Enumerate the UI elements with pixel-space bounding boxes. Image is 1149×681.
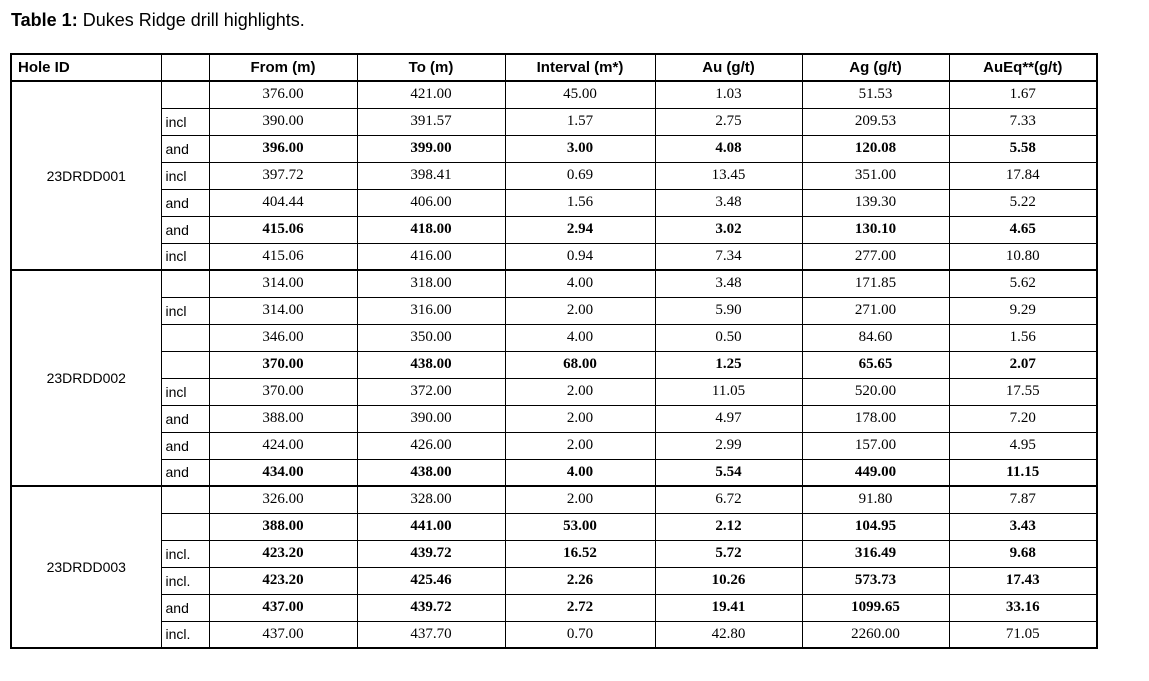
- cell-interval: 45.00: [505, 81, 655, 108]
- column-header-au: Au (g/t): [655, 54, 802, 81]
- cell-from: 396.00: [209, 135, 357, 162]
- cell-from: 424.00: [209, 432, 357, 459]
- cell-qual: incl: [161, 108, 209, 135]
- cell-from: 346.00: [209, 324, 357, 351]
- cell-from: 314.00: [209, 297, 357, 324]
- cell-interval: 0.69: [505, 162, 655, 189]
- cell-from: 370.00: [209, 351, 357, 378]
- cell-au: 3.48: [655, 189, 802, 216]
- header-row: [11, 54, 1097, 81]
- cell-aueq: 1.56: [949, 324, 1097, 351]
- cell-aueq: 17.43: [949, 567, 1097, 594]
- table-row: [11, 540, 1097, 567]
- cell-aueq: 7.33: [949, 108, 1097, 135]
- cell-au: 5.90: [655, 297, 802, 324]
- cell-qual: and: [161, 189, 209, 216]
- cell-qual: [161, 351, 209, 378]
- cell-from: 434.00: [209, 459, 357, 486]
- drill-highlights-table: [10, 53, 1098, 649]
- table-row: [11, 81, 1097, 108]
- cell-to: 441.00: [357, 513, 505, 540]
- cell-interval: 0.70: [505, 621, 655, 648]
- cell-qual: [161, 81, 209, 108]
- cell-qual: incl: [161, 243, 209, 270]
- cell-to: 372.00: [357, 378, 505, 405]
- table-row: [11, 459, 1097, 486]
- column-header-aueq: AuEq**(g/t): [949, 54, 1097, 81]
- cell-qual: incl: [161, 162, 209, 189]
- cell-from: 314.00: [209, 270, 357, 297]
- cell-from: 404.44: [209, 189, 357, 216]
- cell-interval: 68.00: [505, 351, 655, 378]
- cell-aueq: 10.80: [949, 243, 1097, 270]
- cell-ag: 573.73: [802, 567, 949, 594]
- cell-aueq: 71.05: [949, 621, 1097, 648]
- cell-au: 2.75: [655, 108, 802, 135]
- table-row: [11, 270, 1097, 297]
- cell-to: 316.00: [357, 297, 505, 324]
- column-header-hole-id: Hole ID: [11, 54, 161, 81]
- cell-qual: incl.: [161, 621, 209, 648]
- table-row: [11, 324, 1097, 351]
- cell-ag: 449.00: [802, 459, 949, 486]
- cell-ag: 104.95: [802, 513, 949, 540]
- cell-interval: 53.00: [505, 513, 655, 540]
- table-row: [11, 135, 1097, 162]
- cell-from: 415.06: [209, 216, 357, 243]
- cell-au: 5.72: [655, 540, 802, 567]
- cell-hole-id: 23DRDD003: [11, 486, 161, 648]
- cell-aueq: 17.55: [949, 378, 1097, 405]
- table-row: [11, 108, 1097, 135]
- cell-interval: 2.00: [505, 378, 655, 405]
- cell-qual: incl.: [161, 567, 209, 594]
- cell-au: 42.80: [655, 621, 802, 648]
- cell-ag: 351.00: [802, 162, 949, 189]
- cell-qual: incl: [161, 297, 209, 324]
- table-row: [11, 216, 1097, 243]
- cell-qual: and: [161, 405, 209, 432]
- cell-interval: 2.72: [505, 594, 655, 621]
- table-row: [11, 162, 1097, 189]
- cell-ag: 51.53: [802, 81, 949, 108]
- cell-from: 390.00: [209, 108, 357, 135]
- table-row: [11, 432, 1097, 459]
- cell-to: 399.00: [357, 135, 505, 162]
- cell-from: 370.00: [209, 378, 357, 405]
- cell-qual: and: [161, 216, 209, 243]
- cell-ag: 120.08: [802, 135, 949, 162]
- cell-from: 415.06: [209, 243, 357, 270]
- cell-from: 437.00: [209, 594, 357, 621]
- cell-aueq: 5.22: [949, 189, 1097, 216]
- cell-ag: 91.80: [802, 486, 949, 513]
- cell-to: 438.00: [357, 351, 505, 378]
- table-row: [11, 513, 1097, 540]
- cell-interval: 3.00: [505, 135, 655, 162]
- cell-interval: 0.94: [505, 243, 655, 270]
- cell-from: 376.00: [209, 81, 357, 108]
- table-row: [11, 567, 1097, 594]
- cell-au: 5.54: [655, 459, 802, 486]
- cell-qual: [161, 324, 209, 351]
- cell-ag: 130.10: [802, 216, 949, 243]
- cell-interval: 4.00: [505, 324, 655, 351]
- cell-au: 6.72: [655, 486, 802, 513]
- cell-qual: [161, 513, 209, 540]
- table-row: [11, 378, 1097, 405]
- column-header-from: From (m): [209, 54, 357, 81]
- table-row: [11, 594, 1097, 621]
- cell-aueq: 4.65: [949, 216, 1097, 243]
- cell-ag: 139.30: [802, 189, 949, 216]
- cell-from: 437.00: [209, 621, 357, 648]
- cell-ag: 316.49: [802, 540, 949, 567]
- cell-au: 3.48: [655, 270, 802, 297]
- cell-au: 4.97: [655, 405, 802, 432]
- cell-interval: 2.00: [505, 432, 655, 459]
- cell-to: 328.00: [357, 486, 505, 513]
- cell-ag: 2260.00: [802, 621, 949, 648]
- cell-interval: 2.94: [505, 216, 655, 243]
- table-caption-text: Dukes Ridge drill highlights.: [77, 10, 305, 30]
- cell-to: 437.70: [357, 621, 505, 648]
- cell-to: 438.00: [357, 459, 505, 486]
- cell-qual: incl.: [161, 540, 209, 567]
- column-header-qualifier: [161, 54, 209, 81]
- cell-ag: 84.60: [802, 324, 949, 351]
- cell-aueq: 3.43: [949, 513, 1097, 540]
- table-caption: [11, 8, 1149, 32]
- cell-interval: 1.57: [505, 108, 655, 135]
- cell-from: 326.00: [209, 486, 357, 513]
- cell-au: 4.08: [655, 135, 802, 162]
- cell-au: 11.05: [655, 378, 802, 405]
- cell-ag: 65.65: [802, 351, 949, 378]
- cell-interval: 2.00: [505, 486, 655, 513]
- cell-qual: and: [161, 135, 209, 162]
- cell-au: 0.50: [655, 324, 802, 351]
- cell-hole-id: 23DRDD002: [11, 270, 161, 486]
- cell-hole-id: 23DRDD001: [11, 81, 161, 270]
- cell-interval: 2.26: [505, 567, 655, 594]
- cell-ag: 520.00: [802, 378, 949, 405]
- cell-au: 7.34: [655, 243, 802, 270]
- column-header-ag: Ag (g/t): [802, 54, 949, 81]
- cell-aueq: 9.68: [949, 540, 1097, 567]
- cell-aueq: 5.62: [949, 270, 1097, 297]
- cell-ag: 171.85: [802, 270, 949, 297]
- cell-interval: 4.00: [505, 270, 655, 297]
- cell-from: 388.00: [209, 513, 357, 540]
- cell-au: 1.25: [655, 351, 802, 378]
- cell-aueq: 1.67: [949, 81, 1097, 108]
- cell-qual: and: [161, 432, 209, 459]
- cell-to: 391.57: [357, 108, 505, 135]
- cell-to: 390.00: [357, 405, 505, 432]
- cell-aueq: 2.07: [949, 351, 1097, 378]
- cell-to: 421.00: [357, 81, 505, 108]
- cell-to: 350.00: [357, 324, 505, 351]
- table-row: [11, 486, 1097, 513]
- cell-qual: [161, 486, 209, 513]
- cell-interval: 2.00: [505, 297, 655, 324]
- cell-aueq: 33.16: [949, 594, 1097, 621]
- table-row: [11, 243, 1097, 270]
- cell-to: 418.00: [357, 216, 505, 243]
- cell-interval: 16.52: [505, 540, 655, 567]
- cell-aueq: 7.20: [949, 405, 1097, 432]
- cell-au: 10.26: [655, 567, 802, 594]
- table-row: [11, 189, 1097, 216]
- table-row: [11, 405, 1097, 432]
- cell-to: 439.72: [357, 540, 505, 567]
- cell-qual: [161, 270, 209, 297]
- cell-aueq: 11.15: [949, 459, 1097, 486]
- cell-to: 416.00: [357, 243, 505, 270]
- cell-interval: 1.56: [505, 189, 655, 216]
- table-row: [11, 351, 1097, 378]
- cell-to: 318.00: [357, 270, 505, 297]
- cell-from: 423.20: [209, 540, 357, 567]
- cell-to: 425.46: [357, 567, 505, 594]
- cell-au: 13.45: [655, 162, 802, 189]
- cell-interval: 2.00: [505, 405, 655, 432]
- cell-interval: 4.00: [505, 459, 655, 486]
- cell-ag: 271.00: [802, 297, 949, 324]
- cell-to: 439.72: [357, 594, 505, 621]
- cell-from: 423.20: [209, 567, 357, 594]
- table-caption-label: Table 1:: [11, 10, 78, 30]
- cell-from: 388.00: [209, 405, 357, 432]
- cell-au: 2.99: [655, 432, 802, 459]
- cell-au: 3.02: [655, 216, 802, 243]
- cell-aueq: 17.84: [949, 162, 1097, 189]
- cell-aueq: 4.95: [949, 432, 1097, 459]
- cell-ag: 209.53: [802, 108, 949, 135]
- cell-aueq: 5.58: [949, 135, 1097, 162]
- cell-to: 426.00: [357, 432, 505, 459]
- cell-ag: 157.00: [802, 432, 949, 459]
- cell-au: 1.03: [655, 81, 802, 108]
- cell-qual: and: [161, 594, 209, 621]
- cell-to: 406.00: [357, 189, 505, 216]
- cell-to: 398.41: [357, 162, 505, 189]
- table-row: [11, 297, 1097, 324]
- cell-ag: 178.00: [802, 405, 949, 432]
- cell-from: 397.72: [209, 162, 357, 189]
- table-row: [11, 621, 1097, 648]
- column-header-interval: Interval (m*): [505, 54, 655, 81]
- cell-aueq: 9.29: [949, 297, 1097, 324]
- cell-aueq: 7.87: [949, 486, 1097, 513]
- cell-au: 19.41: [655, 594, 802, 621]
- cell-ag: 277.00: [802, 243, 949, 270]
- column-header-to: To (m): [357, 54, 505, 81]
- cell-ag: 1099.65: [802, 594, 949, 621]
- cell-qual: and: [161, 459, 209, 486]
- cell-au: 2.12: [655, 513, 802, 540]
- cell-qual: incl: [161, 378, 209, 405]
